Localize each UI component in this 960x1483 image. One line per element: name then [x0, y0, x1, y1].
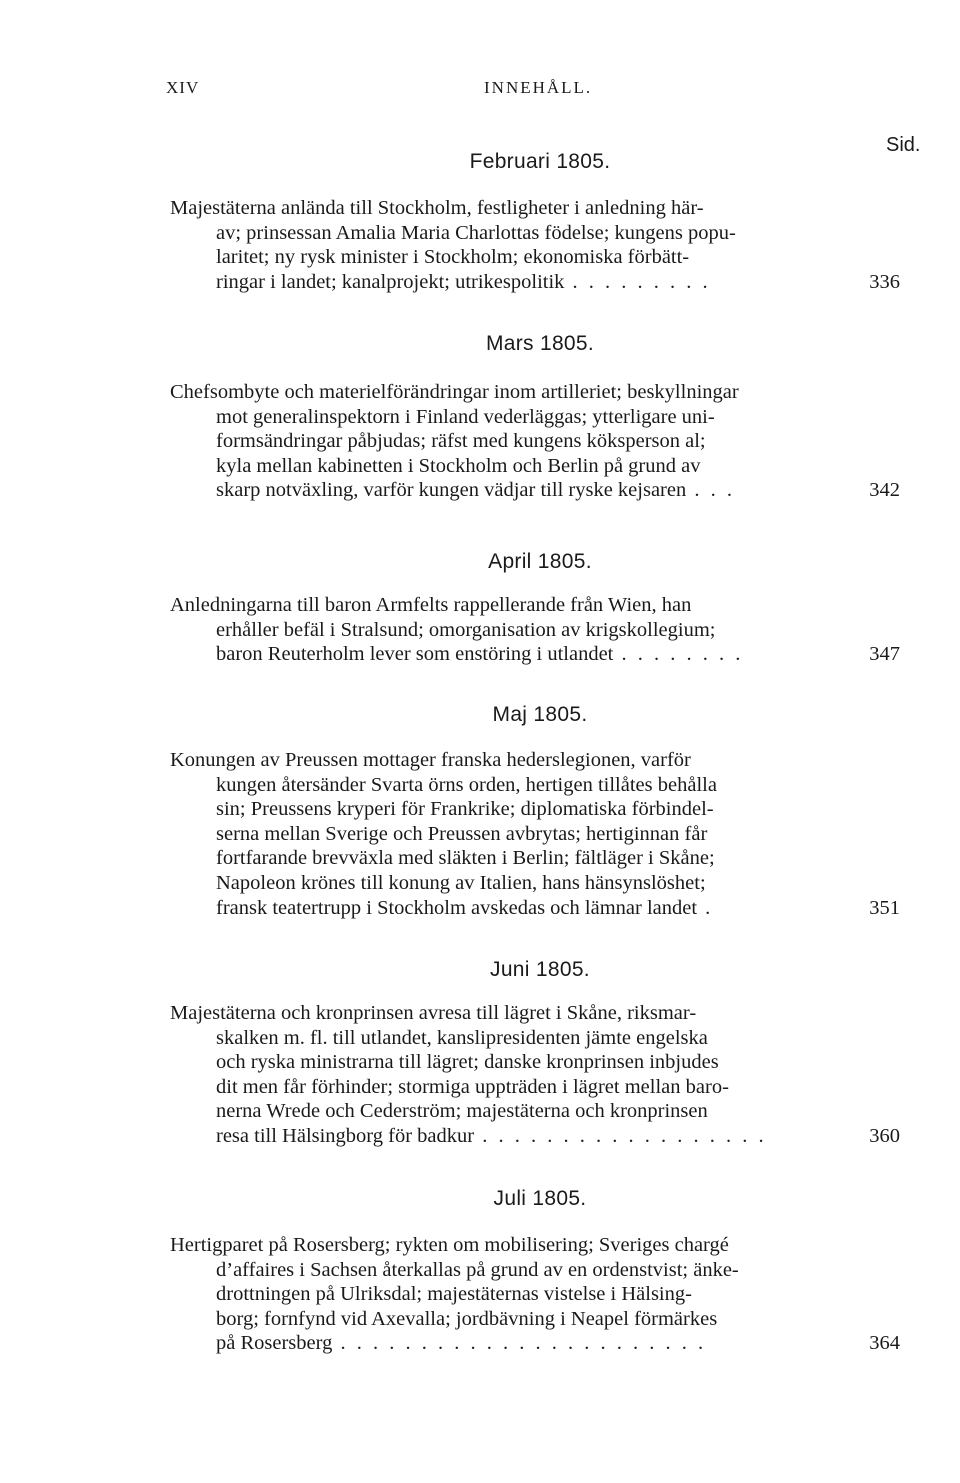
entry-line: Chefsombyte och materielförändringar inom artilleriet; beskyllningar	[170, 381, 739, 403]
page-ref: 342	[869, 479, 900, 502]
entry-line	[170, 642, 922, 667]
page-ref: 364	[869, 1332, 900, 1355]
entry-line: Napoleon krönes till konung av Italien, hans hänsynslöshet;	[216, 871, 706, 894]
entry-line: Majestäterna och kronprinsen avresa till lägret i Skåne, riksmar-	[170, 1002, 697, 1024]
running-title: INNEHÅLL.	[484, 78, 593, 97]
month-heading: Februari 1805.	[469, 150, 611, 173]
leader-dots: . . .	[686, 479, 735, 502]
page-ref: 336	[869, 270, 900, 293]
entry-line	[170, 1331, 922, 1356]
entry-line: serna mellan Sverige och Preussen avbrytas; hertiginnan får	[216, 822, 708, 845]
toc-entry	[170, 593, 940, 667]
toc-entry	[170, 1001, 940, 1149]
entry-line: dit men får förhinder; stormiga uppträden i lägret mellan baro-	[216, 1075, 729, 1098]
entry-line: sin; Preussens kryperi för Frankrike; diplomatiska förbindel-	[216, 798, 714, 821]
entry-line: borg; fornfynd vid Axevalla; jordbävning i Neapel förmärkes	[216, 1307, 718, 1330]
leader-dots: . . . . . . . . . . . . . . . . . .	[474, 1124, 767, 1147]
entry-line: Konungen av Preussen mottager franska hederslegionen, varför	[170, 749, 691, 771]
leader-dots: . . . . . . . .	[613, 643, 744, 666]
entry-line: drottningen på Ulriksdal; majestäternas vistelse i Hälsing-	[216, 1283, 692, 1306]
month-heading: Juli 1805.	[493, 1187, 587, 1210]
page-ref: 351	[869, 896, 900, 919]
entry-line: mot generalinspektorn i Finland vederläggas; ytterligare uni-	[216, 405, 715, 428]
entry-line: skalken m. fl. till utlandet, kanslipresidenten jämte engelska	[216, 1026, 708, 1049]
leader-dots: . . . . . . . . . . . . . . . . . . . . . . .	[332, 1332, 707, 1355]
entry-text: på Rosersberg	[216, 1332, 333, 1355]
entry-line: Majestäterna anlända till Stockholm, festligheter i anledning här-	[170, 197, 704, 219]
toc-entry	[170, 380, 940, 503]
entry-line: och ryska ministrarna till lägret; danske kronprinsen inbjudes	[216, 1051, 719, 1074]
entry-text: ringar i landet; kanalprojekt; utrikespolitik	[216, 270, 565, 293]
month-heading: April 1805.	[488, 550, 592, 573]
entry-line	[170, 478, 922, 503]
toc-entry	[170, 748, 940, 920]
entry-line: kungen återsänder Svarta örns orden, hertigen tillåtes behålla	[216, 773, 717, 796]
page-ref: 360	[869, 1124, 900, 1147]
entry-text: skarp notväxling, varför kungen vädjar till ryske kejsaren	[216, 479, 687, 502]
page-number: XIV	[166, 78, 200, 97]
month-heading: Mars 1805.	[485, 332, 595, 355]
entry-text: baron Reuterholm lever som enstöring i utlandet	[216, 643, 614, 666]
month-heading: Juni 1805.	[490, 958, 590, 981]
entry-line: Hertigparet på Rosersberg; rykten om mobilisering; Sveriges chargé	[170, 1234, 729, 1256]
entry-line: fortfarande brevväxla med släkten i Berlin; fältläger i Skåne;	[216, 847, 715, 870]
entry-line: laritet; ny rysk minister i Stockholm; ekonomiska förbätt-	[216, 246, 690, 269]
entry-line: kyla mellan kabinetten i Stockholm och Berlin på grund av	[216, 454, 701, 477]
page-ref: 347	[869, 643, 900, 666]
entry-line	[170, 270, 922, 295]
entry-line: formsändringar påbjudas; räfst med kungens köksperson al;	[216, 430, 706, 453]
entry-line: erhåller befäl i Stralsund; omorganisation av krigskollegium;	[216, 618, 716, 641]
entry-line: d’affaires i Sachsen återkallas på grund av en ordenstvist; änke-	[216, 1258, 739, 1281]
leader-dots: .	[697, 896, 714, 919]
entry-line: Anledningarna till baron Armfelts rappellerande från Wien, han	[170, 594, 692, 616]
entry-line	[170, 1124, 922, 1149]
entry-text: fransk teatertrupp i Stockholm avskedas och lämnar landet	[216, 896, 698, 919]
entry-line	[170, 896, 922, 921]
entry-text: resa till Hälsingborg för badkur	[216, 1124, 475, 1147]
month-heading: Maj 1805.	[492, 703, 588, 726]
entry-line: av; prinsessan Amalia Maria Charlottas födelse; kungens popu-	[216, 221, 736, 244]
page-column-label: Sid.	[886, 134, 921, 156]
toc-entry	[170, 1233, 940, 1356]
leader-dots: . . . . . . . . .	[564, 270, 711, 293]
entry-line: nerna Wrede och Cederström; majestäterna och kronprinsen	[216, 1100, 708, 1123]
toc-entry	[170, 196, 940, 294]
